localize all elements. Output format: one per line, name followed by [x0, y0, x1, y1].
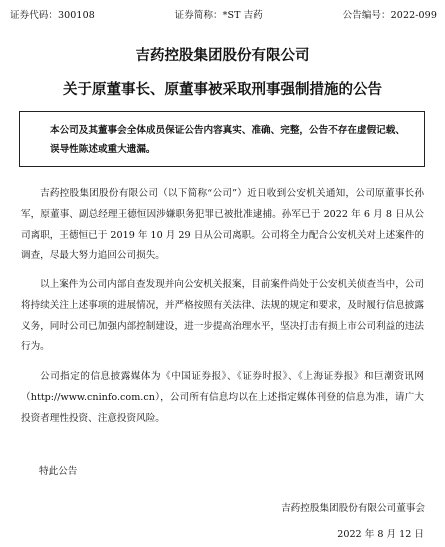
signature-date: 2022 年 8 月 12 日 [337, 529, 424, 540]
document-header [10, 7, 437, 21]
closing-statement: 特此公告 [39, 466, 78, 477]
body-paragraph-2: 以上案件为公司内部自查发现并向公安机关报案，目前案件尚处于公安机关侦查当中，公司将持续关注上述事项的进展情况，并严格按照有关法律、法规的规定和要求，及时履行信息披露义务，同时公司已加强内部控制建设，进一步提高治理水平，坚决打击有损上市公司利益的违法行为。 [21, 279, 424, 353]
body-paragraph-3: 公司指定的信息披露媒体为《中国证券报》、《证券时报》、《上海证券报》和巨潮资讯网（http://www.cninfo.com.cn），公司所有信息均以在上述指定媒体刊登的信息为准，请广大投资者理性投资、注意投资风险。 [21, 371, 424, 424]
stock-name: 证券简称：*ST 吉药 [174, 10, 263, 21]
announcement-title: 关于原董事长、原董事被采取刑事强制措施的公告 [63, 81, 382, 98]
disclaimer-box: 本公司及其董事会全体成员保证公告内容真实、准确、完整，公告不存在虚假记载、误导性陈述或重大遗漏。 [19, 111, 425, 167]
signature-org: 吉药控股集团股份有限公司董事会 [281, 503, 425, 514]
notice-number: 公告编号：2022-099 [342, 10, 437, 21]
company-title: 吉药控股集团股份有限公司 [135, 47, 310, 64]
body-paragraph-1: 吉药控股集团股份有限公司（以下简称“公司”）近日收到公安机关通知，公司原董事长孙军，原董事、副总经理王德恒因涉嫌职务犯罪已被批准逮捕。孙军已于 2022 年 6 月 8 日从公司离职，王德恒已于 2019 年 10 月 29 日从公司离职。公司将全力配合公安机关对上述案件的调查，尽最大努力追回公司损失。 [21, 188, 424, 262]
stock-code: 证券代码：300108 [10, 10, 95, 21]
